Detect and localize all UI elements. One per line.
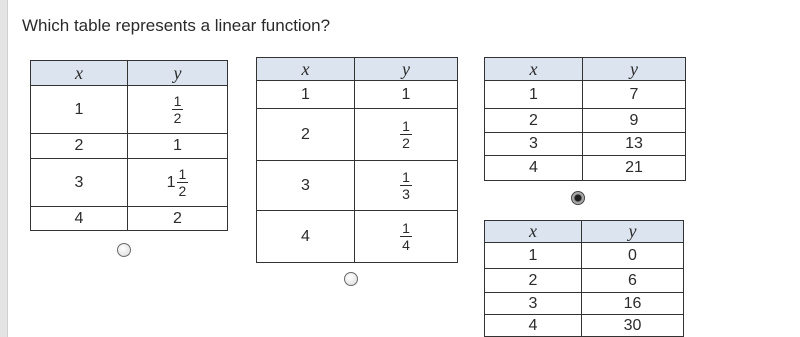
- table-row: 2: [485, 269, 582, 293]
- table-cell: [355, 109, 458, 161]
- table-row: 3: [485, 133, 583, 156]
- table-b-x-header: x: [257, 58, 355, 81]
- table-row: 1: [485, 243, 582, 269]
- denominator: 4: [402, 237, 410, 253]
- table-row: 1: [31, 86, 128, 134]
- table-row: 1: [257, 81, 355, 109]
- table-cell: 2: [128, 207, 228, 231]
- table-cell: 1: [128, 134, 228, 159]
- denominator: 3: [402, 186, 410, 202]
- table-row: 3: [31, 159, 128, 207]
- numerator: 1: [178, 166, 187, 182]
- table-c-x-header: x: [485, 58, 583, 81]
- whole-part: 1: [166, 173, 176, 191]
- fraction: [400, 221, 412, 252]
- table-cell: 7: [583, 81, 686, 109]
- table-cell: 30: [582, 315, 684, 337]
- table-row: 3: [485, 293, 582, 315]
- table-d-y-header: y: [582, 221, 684, 243]
- table-row: 4: [485, 315, 582, 337]
- table-cell: 1: [355, 81, 458, 109]
- table-row: 3: [257, 161, 355, 211]
- denominator: 2: [178, 183, 187, 199]
- table-d-x-header: x: [485, 221, 582, 243]
- numerator: 1: [402, 220, 410, 236]
- table-row: 2: [485, 109, 583, 133]
- table-row: 4: [485, 156, 583, 181]
- table-cell: [128, 86, 228, 134]
- option-b-radio[interactable]: [344, 272, 358, 286]
- table-a-y-header: y: [128, 61, 228, 86]
- table-cell: 9: [583, 109, 686, 133]
- table-row: 1: [485, 81, 583, 109]
- table-cell: 6: [582, 269, 684, 293]
- option-a-radio[interactable]: [117, 243, 131, 257]
- table-a-x-header: x: [31, 61, 128, 86]
- fraction: [400, 119, 412, 150]
- table-a: [30, 60, 228, 231]
- table-b-y-header: y: [355, 58, 458, 81]
- table-row: 2: [257, 109, 355, 161]
- table-row: 4: [31, 207, 128, 231]
- numerator: 1: [402, 169, 410, 185]
- denominator: 2: [402, 135, 410, 151]
- option-c-radio[interactable]: [571, 191, 585, 205]
- table-cell: 21: [583, 156, 686, 181]
- table-row: 4: [257, 211, 355, 263]
- fraction: [172, 94, 184, 125]
- table-cell: 13: [583, 133, 686, 156]
- table-c-y-header: y: [583, 58, 686, 81]
- question-text: Which table represents a linear function?: [22, 16, 331, 35]
- table-cell: [128, 159, 228, 207]
- table-cell: 0: [582, 243, 684, 269]
- table-cell: [355, 161, 458, 211]
- table-row: 2: [31, 134, 128, 159]
- table-cell: 16: [582, 293, 684, 315]
- numerator: 1: [173, 93, 182, 109]
- denominator: 2: [173, 110, 182, 126]
- left-edge-bar: [0, 0, 8, 337]
- table-b: [256, 57, 458, 263]
- table-c: [484, 57, 686, 181]
- fraction: [400, 170, 412, 201]
- table-d: [484, 220, 684, 337]
- table-cell: [355, 211, 458, 263]
- fraction: [177, 167, 189, 198]
- numerator: 1: [402, 118, 410, 134]
